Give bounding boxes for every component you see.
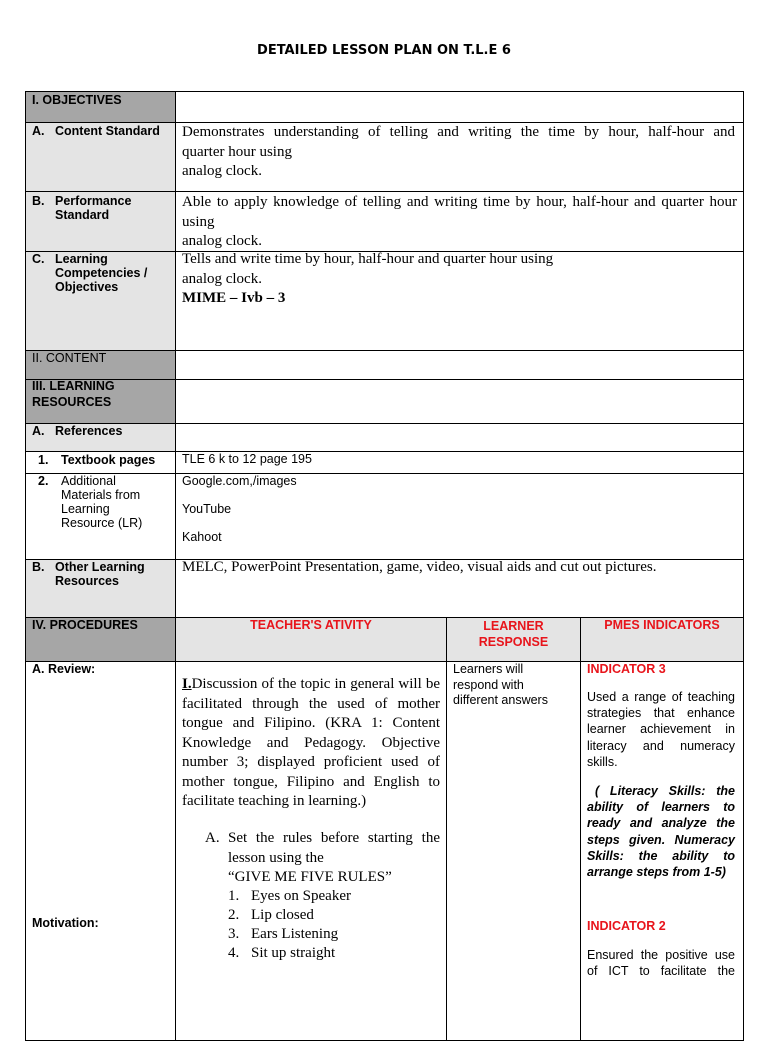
objectives-heading-cell [25, 91, 176, 123]
other-resources-label: Other Learning Resources [55, 560, 145, 588]
content-standard-text-line2: quarter hour using [182, 143, 292, 160]
procedure-steps-cell [25, 661, 176, 1041]
rule-item-text: Ears Listening [251, 926, 339, 942]
additional-item-youtube: YouTube [182, 502, 232, 516]
competencies-code: MIME – Ivb – 3 [182, 290, 286, 306]
other-resources-value-cell [175, 559, 744, 618]
competencies-label: Learning Competencies / Objectives [55, 252, 148, 294]
content-standard-text-line1: Demonstrates understanding of telling and writing the time by hour, half-hour and [182, 124, 735, 140]
teacher-activity-header: TEACHER'S ATIVITY [250, 618, 372, 632]
references-empty-cell [175, 423, 744, 452]
rule-item-text: Lip closed [251, 907, 314, 923]
content-standard-text-line3: analog clock. [182, 163, 262, 179]
competencies-letter: C. [32, 252, 45, 266]
teacher-activity-cell [175, 661, 447, 1041]
pmes-indicators-cell [580, 661, 744, 1041]
other-resources-value: MELC, PowerPoint Presentation, game, video, visual aids and cut out pictures. [182, 559, 657, 575]
competencies-text-line2: analog clock. [182, 270, 262, 287]
performance-standard-value-cell [175, 191, 744, 252]
resources-heading: III. LEARNING RESOURCES [32, 379, 115, 409]
textbook-label: Textbook pages [61, 453, 156, 467]
content-standard-value-cell [175, 122, 744, 192]
objectives-empty-cell [175, 91, 744, 123]
references-label-cell [25, 423, 176, 452]
page-title: DETAILED LESSON PLAN ON T.L.E 6 [257, 43, 511, 58]
indicator3-note: ( Literacy Skills: the ability of learners to ready and analyze the steps given. Numeracy Skills: the ability to arrange steps from 1-5) [587, 784, 735, 880]
additional-item-google: Google.com,/images [182, 474, 297, 488]
performance-standard-letter: B. [32, 194, 45, 208]
performance-standard-text-line3: analog clock. [182, 233, 262, 249]
additional-label-cell [25, 473, 176, 560]
rules-title: “GIVE ME FIVE RULES” [228, 869, 392, 885]
teacher-paragraph-text: Discussion of the topic in general will be facilitated through the used of mother tongue and Filipino. (KRA 1: Content Knowledge and Pedagogy. Objective number 3; displayed proficient used of mother tongue, Filipino and English to facilitate teaching in learning.) [182, 676, 440, 809]
textbook-label-cell [25, 451, 176, 474]
rule-item: 1. [228, 888, 240, 904]
indicator2-text: Ensured the positive use of ICT to facilitate the [587, 948, 735, 979]
content-standard-letter: A. [32, 124, 45, 138]
procedures-heading: IV. PROCEDURES [32, 618, 138, 632]
content-empty-cell [175, 350, 744, 380]
review-label: A. Review: [32, 662, 96, 676]
textbook-value-cell [175, 451, 744, 474]
resources-empty-cell [175, 379, 744, 424]
references-letter: A. [32, 424, 45, 438]
additional-label: Additional Materials from Learning Resource (LR) [61, 474, 143, 530]
rules-intro: Set the rules before starting the lesson using the [228, 830, 440, 866]
performance-standard-text-line1: Able to apply knowledge of telling and writing time by hour, half-hour and quarter hour [182, 194, 737, 210]
performance-standard-label-cell [25, 191, 176, 252]
competencies-text-line1: Tells and write time by hour, half-hour and quarter hour using [182, 251, 554, 267]
teacher-header-cell [175, 617, 447, 662]
indicator2-title: INDICATOR 2 [587, 919, 666, 933]
additional-item-kahoot: Kahoot [182, 530, 222, 544]
rule-item-text: Eyes on Speaker [251, 888, 351, 904]
textbook-value: TLE 6 k to 12 page 195 [182, 452, 312, 466]
performance-standard-label: Performance Standard [55, 194, 132, 222]
learner-response-header: LEARNER RESPONSE [478, 619, 549, 649]
content-standard-label: Content Standard [55, 124, 160, 138]
content-standard-label-cell [25, 122, 176, 192]
rule-item: 4. [228, 945, 240, 961]
procedures-heading-cell [25, 617, 176, 662]
motivation-label: Motivation: [32, 916, 99, 930]
learner-header-cell [446, 617, 581, 662]
competencies-value-cell [175, 251, 744, 351]
learner-response-text: Learners will respond with different answers [453, 662, 548, 707]
rules-letter: A. [205, 830, 220, 846]
pmes-indicators-header: PMES INDICATORS [604, 618, 720, 632]
learner-response-cell [446, 661, 581, 1041]
other-resources-label-cell [25, 559, 176, 618]
content-heading-cell [25, 350, 176, 380]
other-resources-letter: B. [32, 560, 45, 574]
rule-item: 2. [228, 907, 240, 923]
rule-item: 3. [228, 926, 240, 942]
indicator3-text: Used a range of teaching strategies that enhance learner achievement in literacy and numeracy skills. [587, 690, 735, 769]
additional-num: 2. [38, 474, 49, 488]
content-heading: II. CONTENT [32, 351, 107, 365]
teacher-first-letter: I. [182, 676, 192, 692]
rule-item-text: Sit up straight [251, 945, 336, 961]
teacher-discussion-paragraph [182, 675, 440, 812]
objectives-heading: I. OBJECTIVES [32, 93, 122, 107]
textbook-num: 1. [38, 453, 49, 467]
performance-standard-text-line2: using [182, 213, 215, 230]
competencies-label-cell [25, 251, 176, 351]
additional-value-cell [175, 473, 744, 560]
pmes-header-cell [580, 617, 744, 662]
references-label: References [55, 424, 123, 438]
indicator3-title: INDICATOR 3 [587, 662, 666, 676]
resources-heading-cell [25, 379, 176, 424]
